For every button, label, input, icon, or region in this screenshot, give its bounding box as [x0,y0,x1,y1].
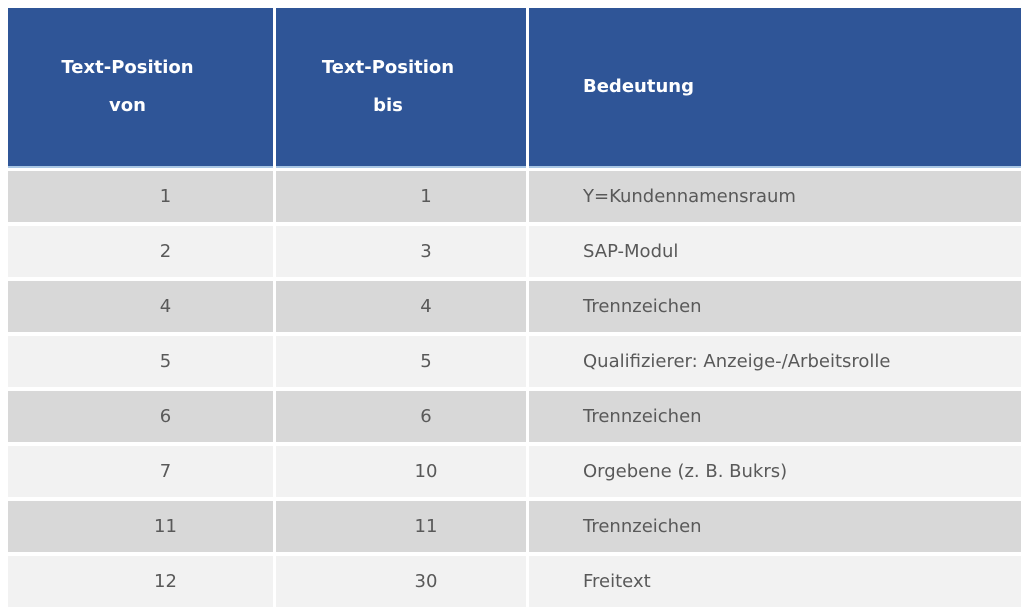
header-cell-text-position-bis [276,8,526,168]
cell-bis: 11 [276,501,526,552]
cell-bedeutung: Trennzeichen [529,281,1021,332]
header-label-line2: von [109,95,146,116]
cell-von: 7 [8,446,273,497]
text-position-table [8,8,1021,607]
header-label-line1: Text-Position [321,57,455,78]
cell-bedeutung: Qualifizierer: Anzeige-/Arbeitsrolle [529,336,1021,387]
cell-bis: 6 [276,391,526,442]
table-row [8,391,1021,442]
header-label: Bedeutung [583,76,694,97]
cell-bedeutung: Orgebene (z. B. Bukrs) [529,446,1021,497]
table-row [8,556,1021,607]
cell-bedeutung: Trennzeichen [529,501,1021,552]
header-cell-bedeutung [529,8,1021,168]
header-cell-text-position-von [8,8,273,168]
cell-bedeutung: Trennzeichen [529,391,1021,442]
cell-bis: 1 [276,171,526,222]
table-body [8,171,1021,607]
cell-bis: 30 [276,556,526,607]
cell-bedeutung: Freitext [529,556,1021,607]
cell-bedeutung: SAP-Modul [529,226,1021,277]
cell-von: 6 [8,391,273,442]
cell-bis: 4 [276,281,526,332]
header-label-line1: Text-Position [61,57,194,78]
cell-von: 4 [8,281,273,332]
table-header-row [8,8,1021,168]
cell-von: 11 [8,501,273,552]
cell-von: 2 [8,226,273,277]
cell-bis: 3 [276,226,526,277]
cell-von: 5 [8,336,273,387]
cell-bis: 10 [276,446,526,497]
table-row [8,446,1021,497]
table-row [8,281,1021,332]
table-row [8,336,1021,387]
header-label-line2: bis [373,95,403,116]
table-row [8,226,1021,277]
cell-bedeutung: Y=Kundennamensraum [529,171,1021,222]
cell-von: 12 [8,556,273,607]
cell-von: 1 [8,171,273,222]
cell-bis: 5 [276,336,526,387]
table-row [8,501,1021,552]
table-row [8,171,1021,222]
